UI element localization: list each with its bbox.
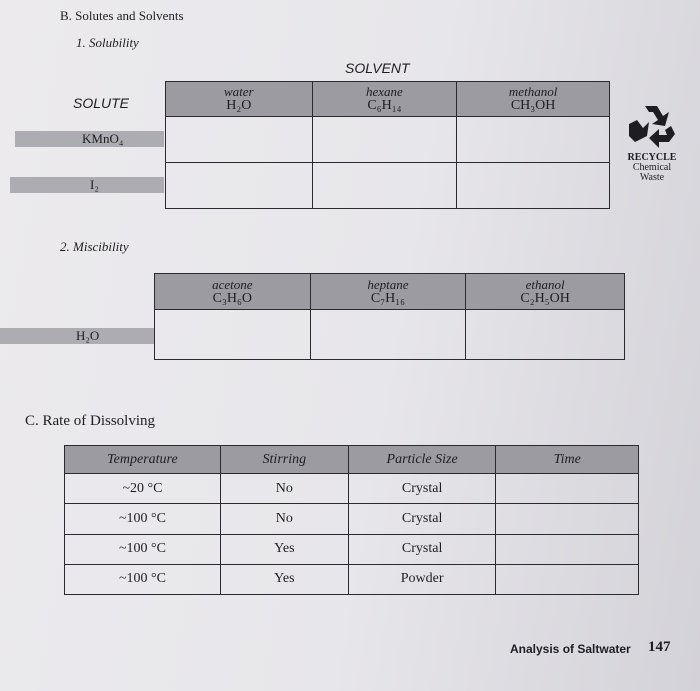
row-label-i2: I₂ (90, 177, 99, 192)
table-row (166, 117, 610, 163)
column-header: acetone C₃H₆O (155, 274, 311, 310)
table-row (65, 504, 639, 534)
table-cell[interactable] (457, 163, 610, 209)
table-cell[interactable] (457, 117, 610, 163)
table-cell: Crystal (348, 534, 496, 564)
solubility-header-row (166, 82, 610, 117)
table-row (65, 474, 639, 504)
solubility-title: 1. Solubility (76, 35, 139, 50)
table-cell: Powder (348, 564, 496, 594)
table-cell: Crystal (348, 504, 496, 534)
table-cell: No (220, 504, 348, 534)
column-header: hexane C₆H₁₄ (312, 82, 457, 117)
table-row (65, 534, 639, 564)
column-header: heptane C₇H₁₆ (310, 274, 466, 310)
row-label-h2o: H₂O (76, 328, 100, 343)
time-cell[interactable] (496, 474, 639, 504)
row-label-kmno4: KMnO₄ (82, 131, 124, 146)
recycle-icon (625, 102, 677, 150)
column-header: ethanol C₂H₅OH (466, 274, 625, 310)
table-cell: Yes (220, 534, 348, 564)
miscibility-table (154, 273, 625, 360)
table-cell: Yes (220, 564, 348, 594)
time-cell[interactable] (496, 534, 639, 564)
recycle-label: RECYCLE Chemical Waste (627, 152, 677, 183)
row-label-bar (10, 177, 164, 193)
solvent-label: SOLVENT (345, 60, 410, 76)
table-cell[interactable] (166, 163, 313, 209)
table-cell[interactable] (312, 117, 457, 163)
column-header: Stirring (220, 446, 348, 474)
column-header: Time (496, 446, 639, 474)
column-header: Particle Size (348, 446, 496, 474)
table-row (65, 564, 639, 594)
solute-label: SOLUTE (73, 95, 130, 111)
miscibility-title: 2. Miscibility (60, 239, 129, 254)
table-cell[interactable] (466, 310, 625, 360)
table-cell[interactable] (166, 117, 313, 163)
miscibility-header-row (155, 274, 625, 310)
table-row (155, 310, 625, 360)
table-cell: Crystal (348, 474, 496, 504)
table-cell[interactable] (155, 310, 311, 360)
rate-table (64, 445, 639, 595)
section-b-title: B. Solutes and Solvents (60, 8, 184, 23)
column-header: methanol CH₃OH (457, 82, 610, 117)
footer-title: Analysis of Saltwater (510, 642, 631, 656)
table-row (166, 163, 610, 209)
table-cell: ~100 °C (65, 534, 221, 564)
column-header: water H₂O (166, 82, 313, 117)
table-cell: ~100 °C (65, 504, 221, 534)
time-cell[interactable] (496, 504, 639, 534)
page-number: 147 (648, 639, 671, 655)
table-cell: ~20 °C (65, 474, 221, 504)
rate-header-row (65, 446, 639, 474)
column-header: Temperature (65, 446, 221, 474)
table-cell: No (220, 474, 348, 504)
table-cell[interactable] (312, 163, 457, 209)
time-cell[interactable] (496, 564, 639, 594)
section-c-title: C. Rate of Dissolving (25, 413, 155, 429)
solubility-table (165, 81, 610, 209)
table-cell[interactable] (310, 310, 466, 360)
table-cell: ~100 °C (65, 564, 221, 594)
